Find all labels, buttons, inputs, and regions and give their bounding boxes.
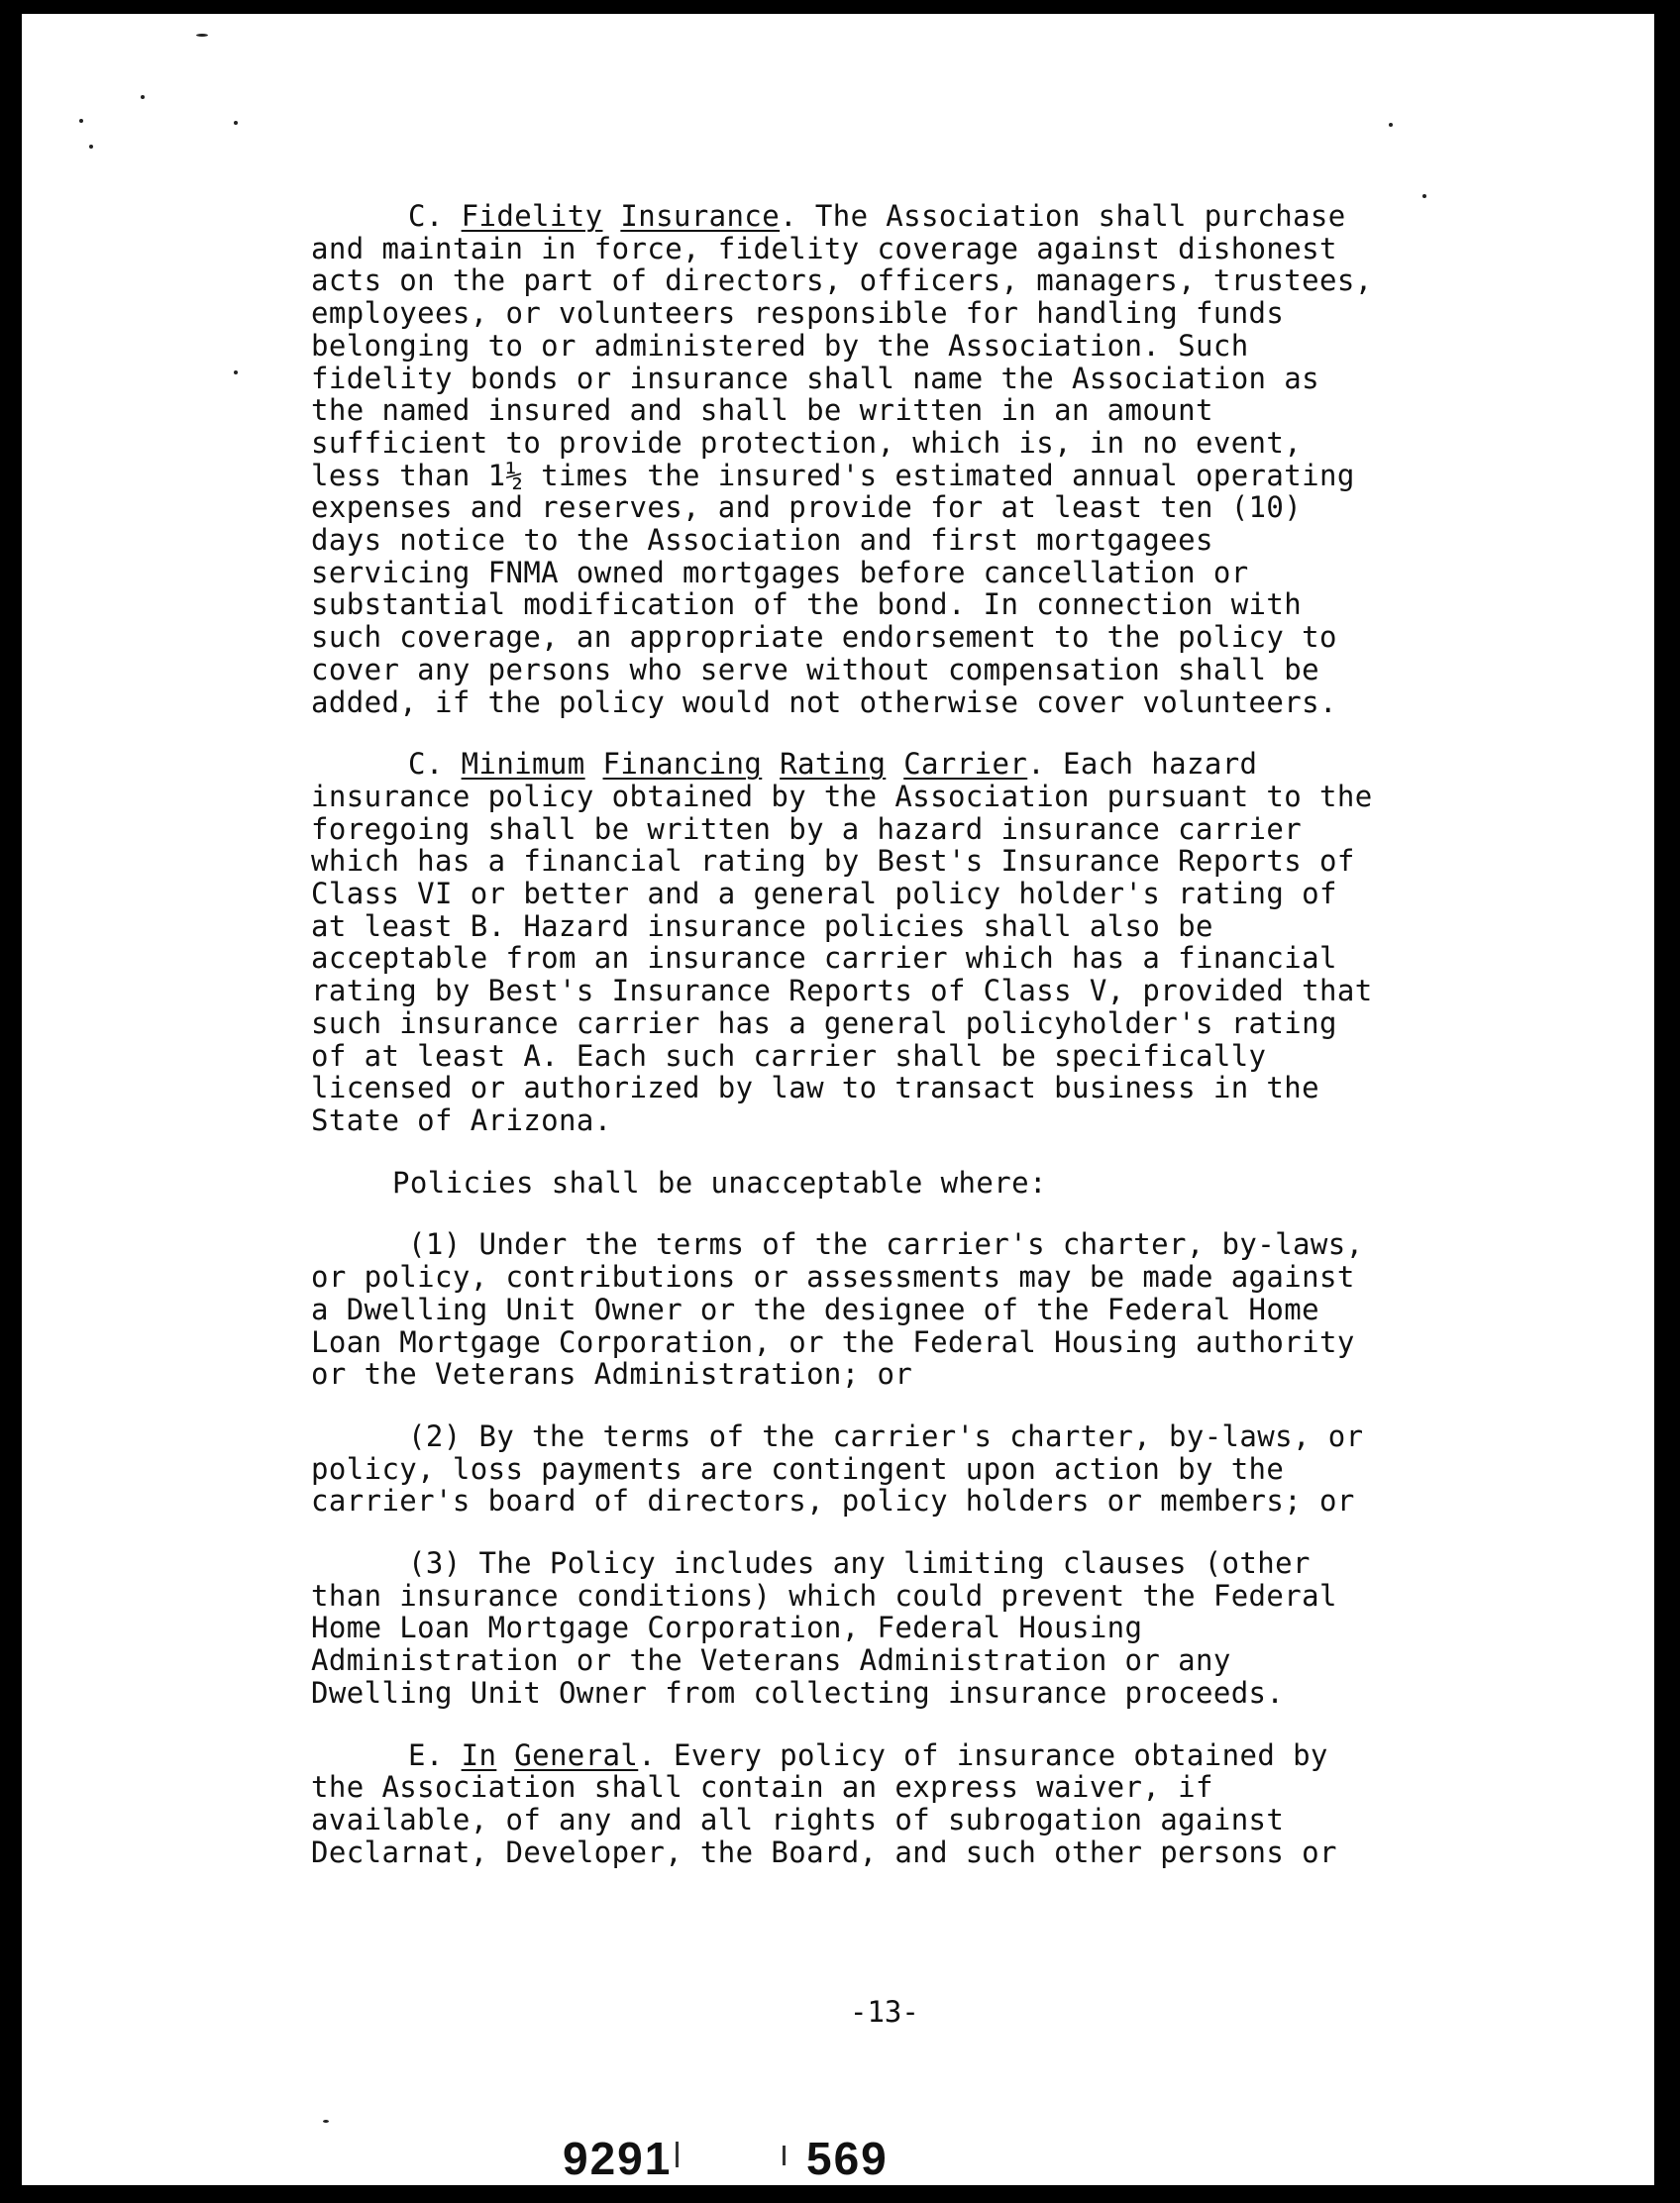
section-minimum-financing-rating-carrier (311, 748, 1529, 1136)
document-body (311, 200, 1529, 1898)
item-number: (2) (408, 1418, 462, 1453)
stamp-mark (676, 2142, 679, 2167)
section-body: Every policy of insurance obtained by the Association shall contain an express waiver, if available, of any and all rights of subrogation against Declarnat, Developer, the Board, and such other persons or (311, 1737, 1337, 1869)
scan-speck (196, 34, 208, 37)
list-item (311, 1228, 1529, 1391)
scan-speck (89, 145, 93, 149)
scan-speck (234, 121, 238, 125)
section-marker: C. (408, 747, 444, 782)
section-marker: C. (408, 199, 444, 233)
scan-speck (141, 95, 145, 99)
item-text: By the terms of the carrier's charter, by-laws, or policy, loss payments are contingent upon action by the carrier's board of directors, policy holders or members; or (311, 1418, 1364, 1519)
stamp-number-right: 569 (806, 2133, 889, 2184)
section-in-general (311, 1739, 1529, 1869)
list-item (311, 1547, 1529, 1710)
scan-speck (79, 119, 83, 123)
section-heading: In (461, 1737, 497, 1772)
item-number: (3) (408, 1546, 462, 1581)
section-heading: Fidelity (461, 199, 603, 233)
section-heading: Financing (602, 747, 763, 782)
stamp-number-left: 9291 (563, 2133, 673, 2184)
section-body: Each hazard insurance policy obtained by the Association pursuant to the foregoing shall be written by a hazard insurance carrier which has a financial rating by Best's Insurance Reports of Class VI or better and a general policy holder's rating of at least B. Hazard insurance policies shall also be acceptable from an insurance carrier which has a financial rating by Best's Insurance Reports of Class V, provided that such insurance carrier has a general policyholder's rating of at least A. Each such carrier shall be specifically licensed or authorized by law to transact business in the State of Arizona. (311, 747, 1373, 1137)
unacceptable-intro: Policies shall be unacceptable where: (392, 1165, 1047, 1200)
document-page (22, 14, 1654, 2185)
page-number: -13- (850, 1995, 919, 2029)
scan-speck (323, 2120, 329, 2123)
section-heading: Minimum (461, 747, 585, 782)
section-marker: E. (408, 1737, 444, 1772)
section-heading: Insurance (620, 199, 781, 233)
heading-punctuation: . (638, 1737, 657, 1772)
item-text: Under the terms of the carrier's charter, by-laws, or policy, contributions or assessments may be made against a Dwelling Unit Owner or the designee of the Federal Home Loan Mortgage Corporation, or the Federal Housing authority or the Veterans Administration; or (311, 1227, 1364, 1392)
scan-speck (234, 370, 238, 374)
heading-punctuation: . (780, 199, 797, 233)
scan-speck (1389, 123, 1393, 127)
section-fidelity-insurance (311, 200, 1529, 718)
item-number: (1) (408, 1227, 462, 1262)
scan-speck (1422, 194, 1426, 198)
item-text: The Policy includes any limiting clauses (other than insurance conditions) which could prevent the Federal Home Loan Mortgage Corporation, Federal Housing Administration or the Veterans Administration or any Dwelling Unit Owner from collecting insurance proceeds. (311, 1546, 1337, 1710)
section-heading: Carrier (903, 747, 1028, 782)
heading-punctuation: . (1027, 747, 1046, 782)
section-body: The Association shall purchase and maintain in force, fidelity coverage against dishonest acts on the part of directors, officers, managers, trustees, employees, or volunteers responsible for handling funds belonging to or administered by the Association. Such fidelity bonds or insurance shall name the Association as the named insured and shall be written in an amount sufficient to provide protection, which is, in no event, less than 1½ times the insured's estimated annual operating expenses and reserves, and provide for at least ten (10) days notice to the Association and first mortgagees servicing FNMA owned mortgages before cancellation or substantial modification of the bond. In connection with such coverage, an appropriate endorsement to the policy to cover any persons who serve without compensation shall be added, if the policy would not otherwise cover volunteers. (311, 199, 1373, 719)
list-item (311, 1420, 1529, 1518)
section-heading: Rating (780, 747, 887, 782)
stamp-mark (783, 2146, 786, 2165)
section-heading: General (514, 1737, 639, 1772)
